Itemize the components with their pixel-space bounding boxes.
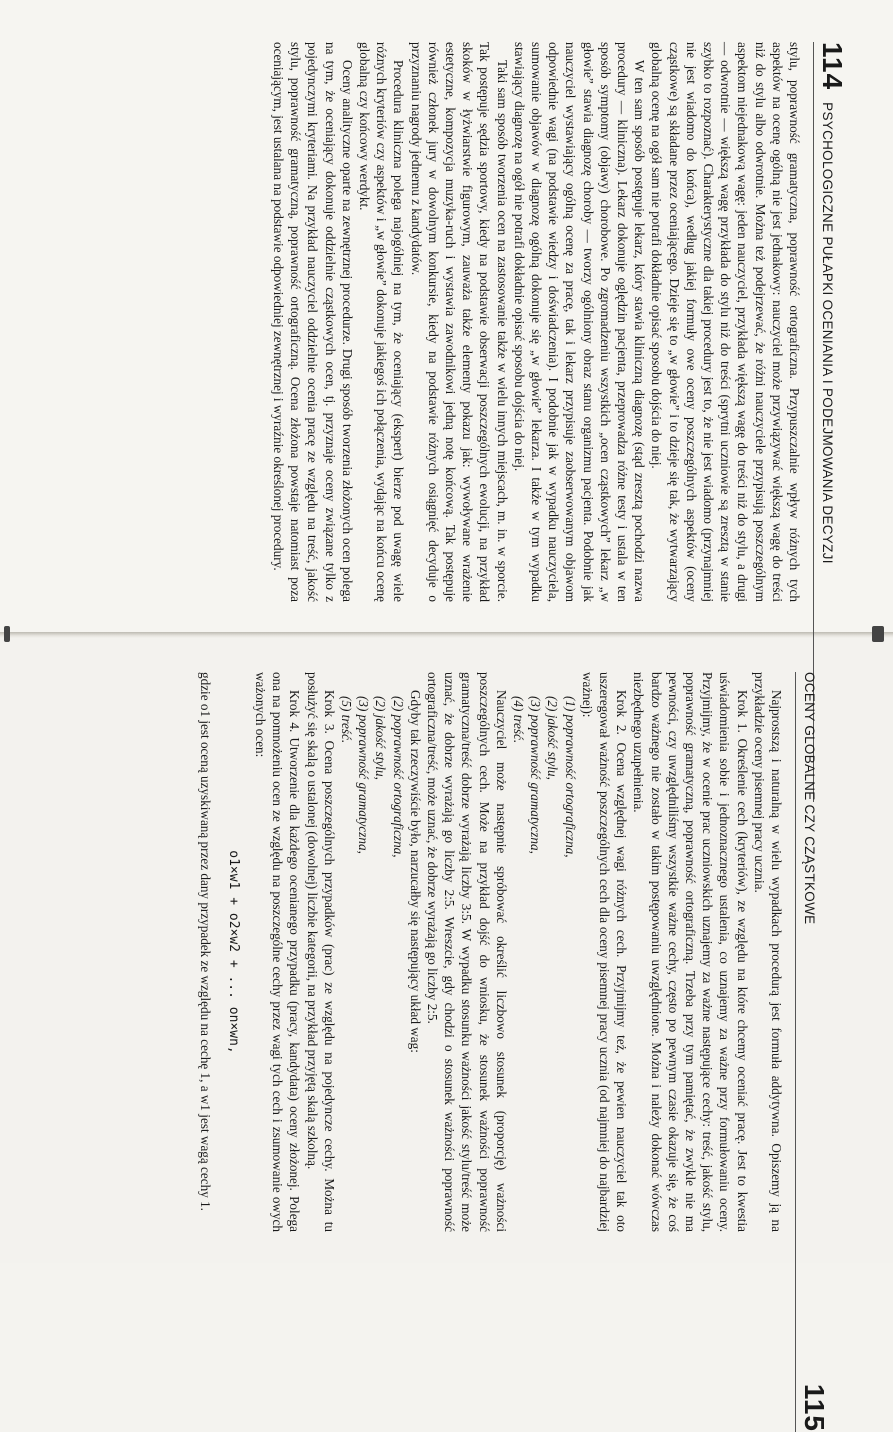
fold-mark-left — [4, 626, 10, 642]
paragraph: W ten sam sposób postępuje lekarz, który stawia kliniczną diagnozę (stąd zresztą pochodzi nazwa procedury — kliniczna). Lekarz dokonuje oględzin pacjenta, przeprowadza różne testy i ustala w ten sposób symptomy (objawy) chorobowe. Po zgromadzeniu wszystkich „ocen cząstkowych” lekarz „w głowie” stawia diagnozę choroby — tworzy ogólniony obraz stanu organizmu pacjenta. Podobnie jak nauczyciel wystawiający ogólną ocenę za pracę, tak i lekarz przypisuje zaobserwowanym objawom odpowiednie wagi (na podstawie wiedzy i doświadczenia). I podobnie jak w wypadku nauczyciela, sumowanie objawów w diagnozę ogólną dokonuje się „w głowie” lekarza. I także w tym wypadku stawiający diagnozę na ogół nie potrafi dokładnie opisać sposobu dojścia do niej. — [511, 42, 648, 602]
page-114 — [48, 42, 848, 602]
paragraph: Gdyby tak rzeczywiście było, narzucałby się następujący układ wag: — [407, 690, 423, 1053]
page-body — [197, 672, 785, 1232]
page-number: 114 — [817, 42, 848, 91]
list-item: (5) treść. — [338, 696, 354, 744]
list-item: (2) jakość stylu, — [373, 696, 389, 780]
formula: o1×w1 + o2×w2 + ... on×wn, — [225, 850, 241, 1054]
paragraph: Krok 2. Ocena względnej wagi różnych cech. Przyjmijmy też, że pewien nauczyciel tak oto uszeregował ważność poszczególnych cech dla oceny pisemnej pracy ucznia (od najmniej do najbardziej ważnej): — [579, 672, 630, 1232]
paragraph: Najprostszą i naturalną w wielu wypadkach procedurą jest formuła addytywna. Opiszemy ją na przykładzie oceny pisemnej pracy ucznia. — [751, 672, 784, 1232]
list-item: (3) poprawność gramatyczna, — [356, 696, 372, 854]
paragraph: stylu, poprawność gramatyczna, poprawność ortograficzna. Przypuszczalnie wpływ różnych tych aspektów na ocenę ogólną nie jest jednakowy: nauczyciel może przywiązywać większą wagę do treści niż do stylu albo odwrotnie. Można też podejrzewać, że różni nauczyciele przypisują poszczególnym aspektom niejednakową wagę: jeden nauczyciel, przykłada większą wagę do treści niż do stylu, a drugi — odwrotnie — większą wagę przykłada do stylu niż do treści (sprytni uczniowie są zresztą w stanie szybko to rozpoznać). Charakterystyczne dla takiej procedury jest to, że nie jest wiadomo (przynajmniej nie jest wiadomo do końca), według jakiej formuły owe oceny poszczególnych aspektów (oceny cząstkowe) są składane przez oceniającego. Dzieje się to „w głowie” i to dzieje się tak, że wytwarzający globalną ocenę na ogół sam nie potrafi dokładnie opisać sposobu dojścia do niej. — [649, 42, 802, 602]
importance-list — [510, 672, 579, 1232]
list-item: (4) treść. — [510, 696, 526, 744]
list-item: (2) jakość stylu, — [545, 696, 561, 780]
list-item: (1) poprawność ortograficzna, — [562, 696, 578, 858]
fold-mark-right — [872, 626, 884, 642]
page-header — [795, 672, 830, 1432]
paragraph: Krok 1. Określenie cech (kryteriów), ze względu na które chcemy oceniać pracę. Jest to kwestia uświadomienia sobie i jednoznacznego ustalenia, co uznajemy za ważne przy formułowaniu oceny. Przyjmijmy, że w ocenie prac uczniowskich uznajemy za ważne następujące cechy: treść, jakość stylu, poprawność gramatyczną, poprawność ortograficzną. Trzeba przy tym pamiętać, że zwykle nie ma pewności, czy uwzględniliśmy wszystkie ważne cechy, często po pewnym czasie okazuje się, że coś bardzo ważnego nie zostało w takim postępowaniu uwzględnione. Można i należy dokonać wówczas niezbędnego uzupełnienia. — [631, 672, 750, 1232]
paragraph: Taki sam sposób tworzenia ocen na zastosowanie także w wielu innych miejscach, m. in. w sporcie. Tak postępuje sędzia sportowy, kiedy na podstawie obserwacji poszczególnych ewolucji, na przykład skoków w łyżwiarstwie figurowym, zauważa także elementy pokazu jak: wywoływane wrażenie estetyczne, kompozycja muzyka-ruch i wystawia zawodnikowi jedną notę końcową. Tak postępuje również członek jury w dowolnym konkursie, kiedy na podstawie różnych osiągnięć decyduje o przyznaniu nagrody jednemu z kandydatów. — [408, 42, 510, 602]
running-head: OCENY GLOBALNE CZY CZĄSTKOWE — [802, 672, 817, 925]
page-body — [270, 42, 803, 602]
paragraph: Nauczyciel może następnie spróbować określić liczbowo stosunek (proporcję) ważności poszczególnych cech. Może na przykład dojść do wniosku, że stosunek ważności poprawność gramatyczna/treść dobrze wyrażają liczby 3:5. W wypadku stosunku ważności jakość stylu/treść może uznać, że dobrze wyrażają go liczby 2:5. Wreszcie, gdy chodzi o stosunek ważności poprawność ortograficzna/treść, może uznać, że dobrze wyrażają go liczby 2:5. — [424, 672, 509, 1232]
list-item: (3) poprawność gramatyczna, — [528, 696, 544, 854]
paragraph: gdzie o1 jest oceną uzyskiwaną przez dany przypadek ze względu na cechę 1, a w1 jest wagą cechy 1. — [198, 672, 214, 1211]
paragraph: Oceny analityczne oparte na zewnętrznej procedurze. Drugi sposób tworzenia złożonych ocen polega na tym, że oceniający dokonuje oddzielnie cząstkowych ocen, tj. przyznaje oceny związane tylko z pojedynczymi kryteriami. Na przykład nauczyciel oddzielnie ocenia pracę ze względu na treść, jakość stylu, poprawność gramatyczną, poprawność ortograficzną. Ocena złożona powstaje natomiast poza oceniającym, jest ustalana na podstawie odpowiedniej zewnętrznej i wyraźnie określonej procedury. — [270, 42, 355, 602]
page-115 — [30, 672, 830, 1432]
book-fold — [0, 632, 893, 638]
list-item: (2) poprawność ortograficzna, — [390, 696, 406, 858]
page-number: 115 — [799, 1383, 830, 1432]
weights-list — [338, 672, 407, 1232]
paragraph: Krok 4. Utworzenie dla każdego ocenianego przypadku (pracy, kandydata) oceny złożonej. Polega ona na pomnożeniu ocen ze względu na poszczególne cechy przez wagi tych cech i zsumowanie owych ważonych ocen: — [252, 672, 303, 1232]
running-head: PSYCHOLOGICZNE PUŁAPKI OCENIANIA I PODEJMOWANIA DECYZJI — [820, 102, 835, 564]
paragraph: Krok 3. Ocena poszczególnych przypadków (prac) ze względu na pojedyncze cechy. Można tu posłużyć się skalą o ustalonej (dowolnej) liczbie kategorii, na przykład przyjętą skalą szkolną. — [304, 672, 337, 1232]
paragraph: Procedura kliniczna polega najogólniej na tym, że oceniający (ekspert) bierze pod uwagę wiele różnych kryteriów czy aspektów i „w głowie” dokonuje jakiegoś ich połączenia, wydając na końcu ocenę globalną czy końcowy werdykt. — [356, 42, 407, 602]
